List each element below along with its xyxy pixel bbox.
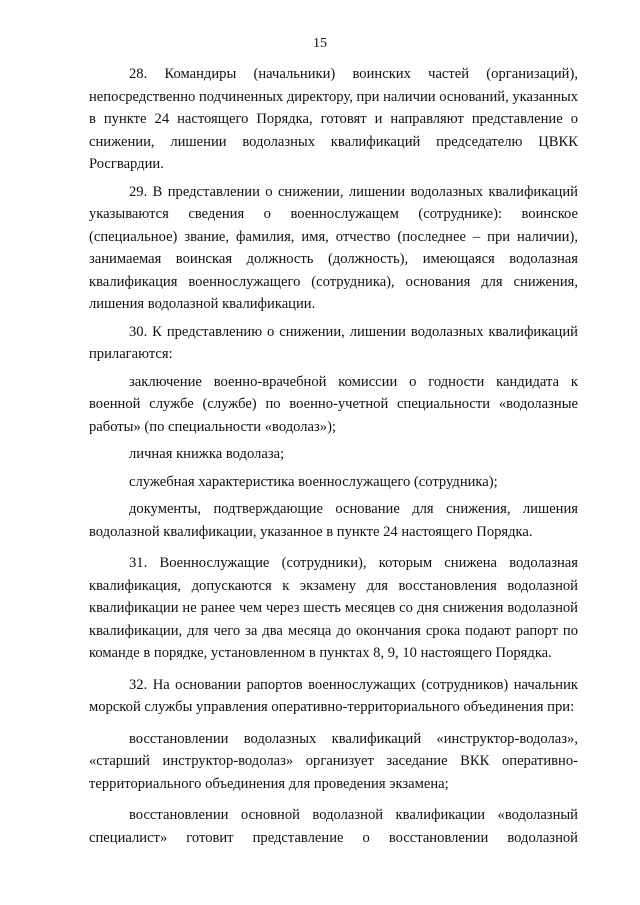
paragraph-30: 30. К представлению о снижении, лишении водолазных квалификаций прилагаются: (89, 323, 578, 362)
paragraph-32-item-specialist: восстановлении основной водолазной квалификации «водолазный специалист» готовит представление о восстановлении водолазной (89, 807, 578, 846)
paragraph-30-item-documents: документы, подтверждающие основание для снижения, лишения водолазной квалификации, указанное в пункте 24 настоящего Порядка. (89, 501, 578, 540)
paragraph-28: 28. Командиры (начальники) воинских частей (организаций), непосредственно подчиненных директору, при наличии оснований, указанных в пункте 24 настоящего Порядка, готовят и направляют представление о снижении, лишении водолазных квалификаций председателю ЦВКК Росгвардии. (89, 66, 578, 172)
document-body (89, 63, 578, 849)
paragraph-30-item-book: личная книжка водолаза; (129, 446, 285, 462)
paragraph-31: 31. Военнослужащие (сотрудники), которым снижена водолазная квалификация, допускаются к экзамену для восстановления водолазной квалификации не ранее чем через шесть месяцев со дня снижения водолазной квалификации, для чего за два месяца до окончания срока подают рапорт по команде в порядке, установленном в пунктах 8, 9, 10 настоящего Порядка. (89, 555, 578, 661)
paragraph-30-item-vvk: заключение военно-врачебной комиссии о годности кандидата к военной службе (службе) по военно-учетной специальности «водолазные работы» (по специальности «водолаз»); (89, 373, 578, 435)
paragraph-32-item-instructor: восстановлении водолазных квалификаций «инструктор-водолаз», «старший инструктор-водолаз» организует заседание ВКК оперативно-территориального объединения для проведения экзамена; (89, 730, 578, 792)
page-number: 15 (313, 36, 327, 51)
paragraph-32: 32. На основании рапортов военнослужащих (сотрудников) начальник морской службы управления оперативно-территориального объединения при: (89, 676, 578, 715)
paragraph-29: 29. В представлении о снижении, лишении водолазных квалификаций указываются сведения о военнослужащем (сотруднике): воинское (специальное) звание, фамилия, имя, отчество (последнее – при наличии), занимаемая воинская должность (должность), имеющаяся водолазная квалификация военнослужащего (сотрудника), основания для снижения, лишения водолазной квалификации. (89, 183, 578, 312)
paragraph-30-item-reference: служебная характеристика военнослужащего (сотрудника); (129, 473, 498, 490)
